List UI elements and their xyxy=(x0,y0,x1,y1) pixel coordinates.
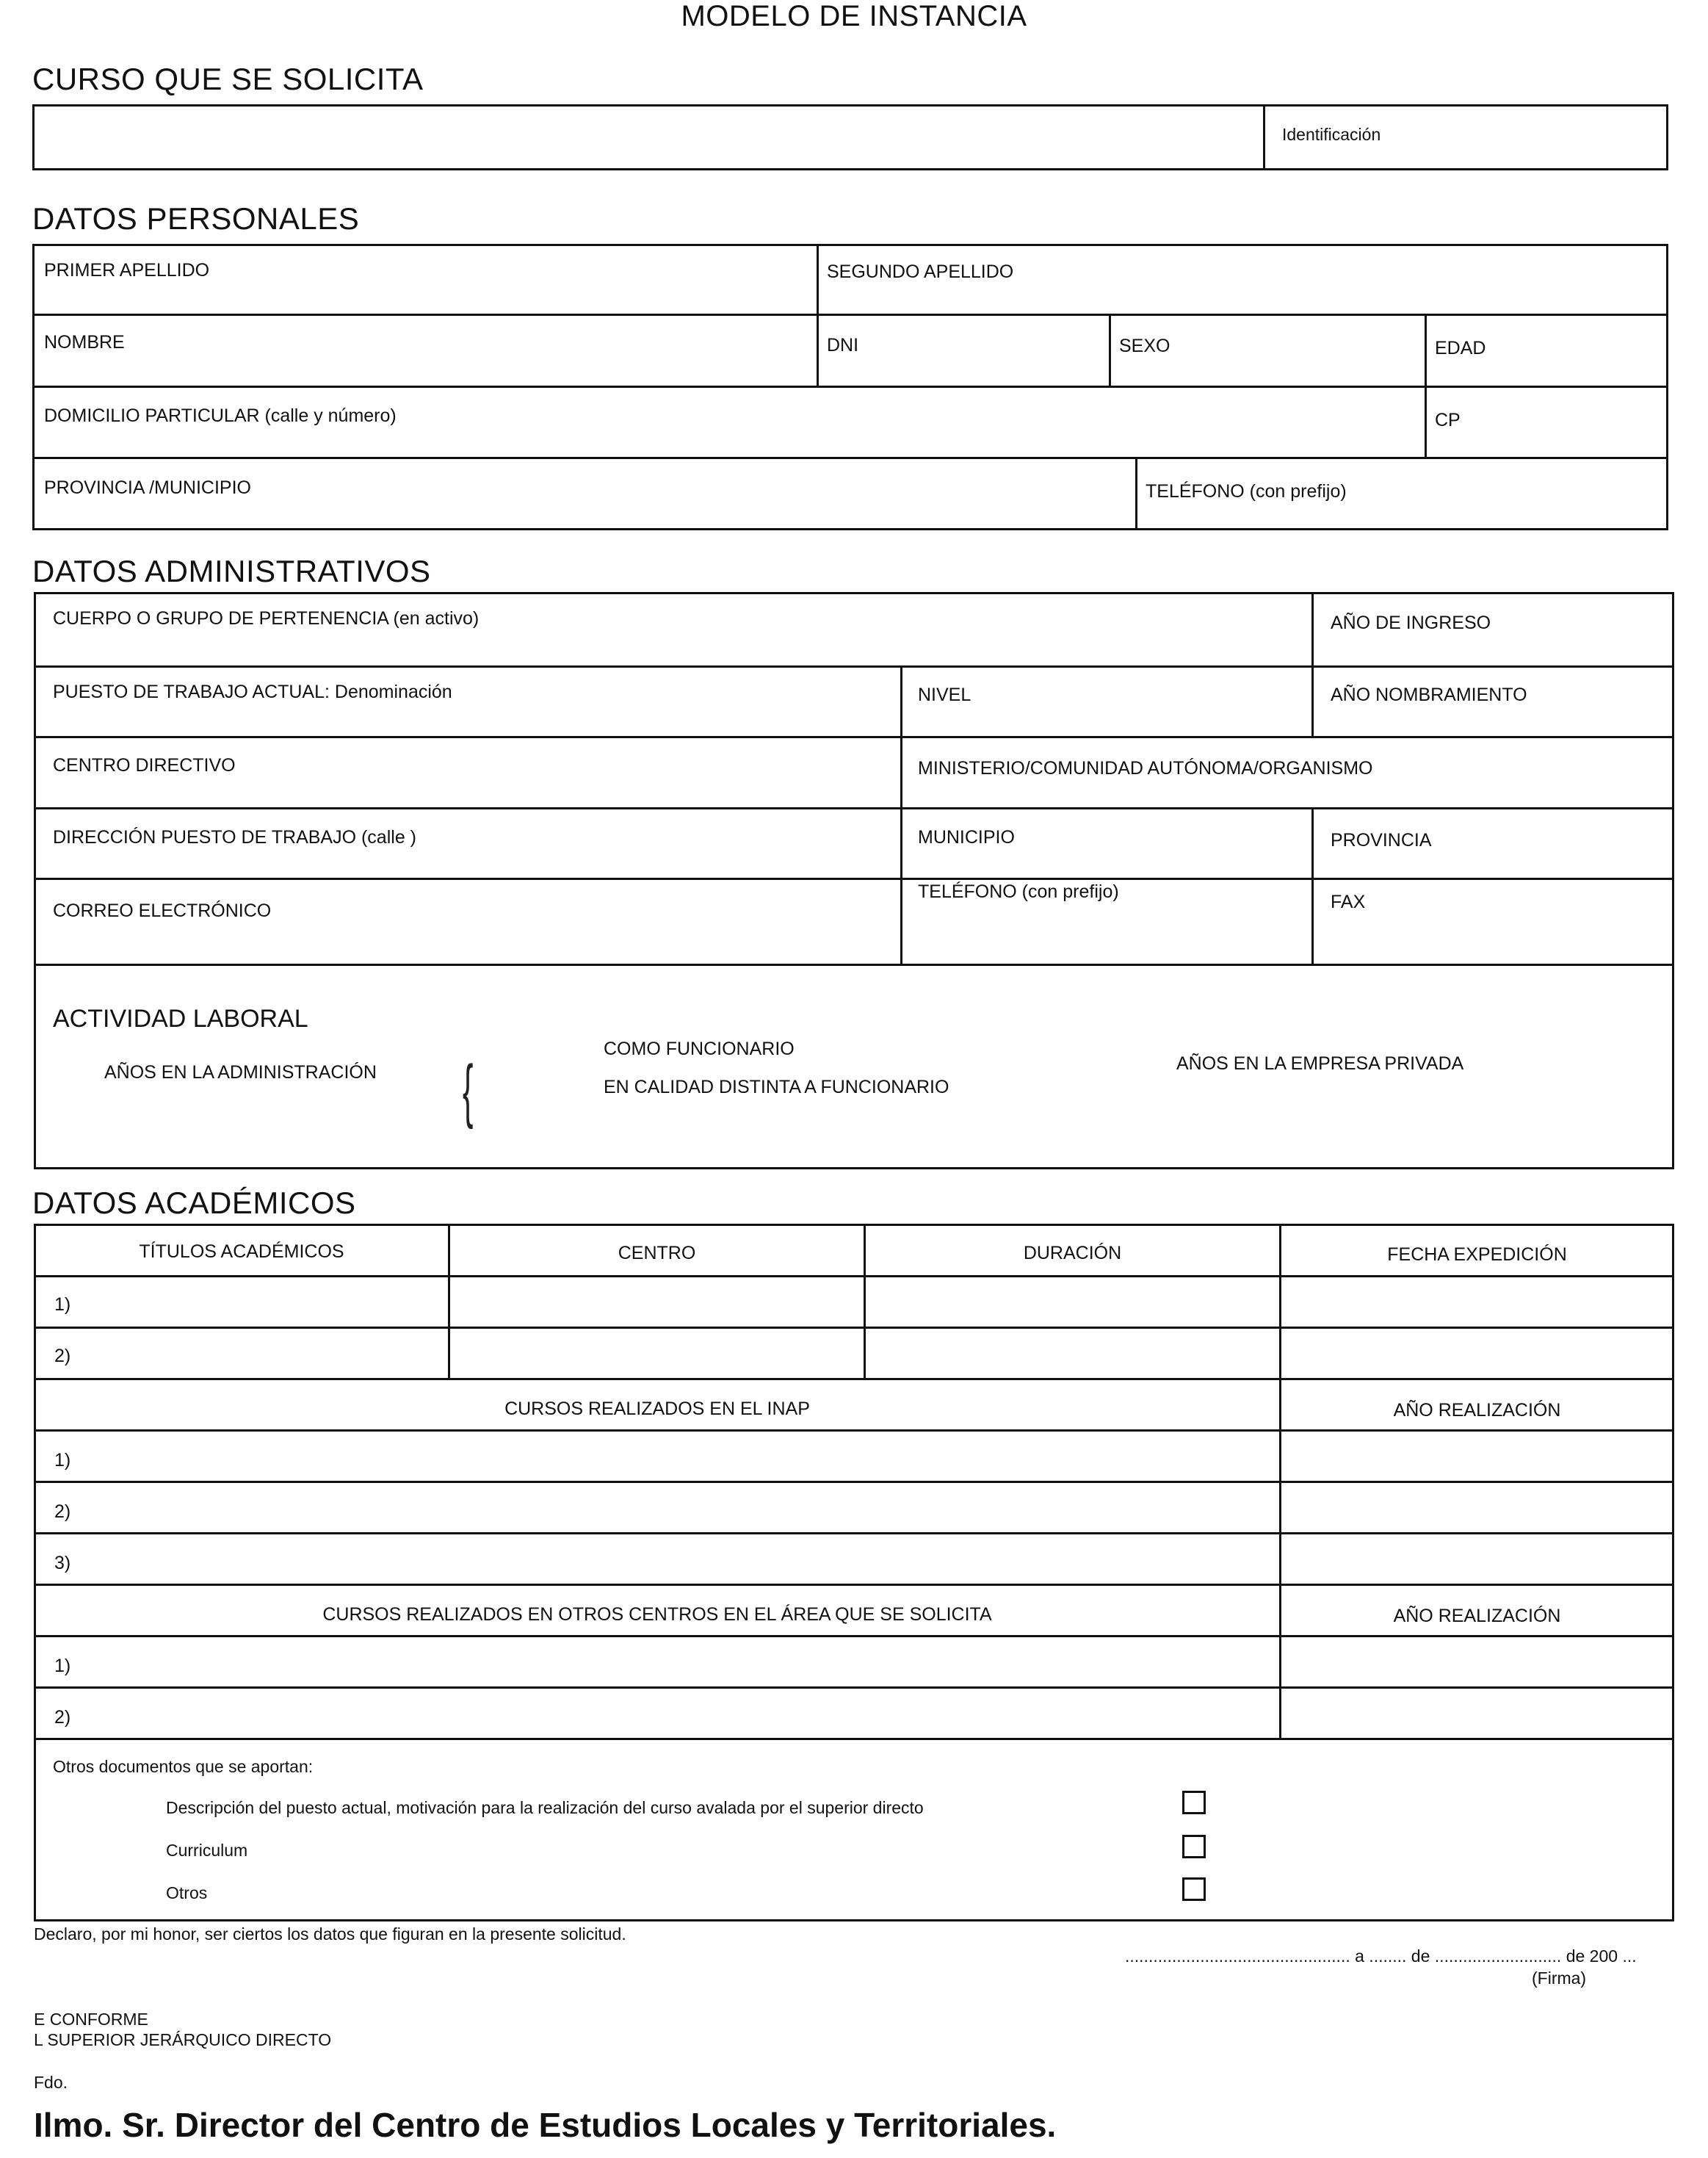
divider xyxy=(34,807,1674,809)
ministerio-label: MINISTERIO/COMUNIDAD AUTÓNOMA/ORGANISMO xyxy=(918,758,1373,779)
divider xyxy=(34,1686,1674,1689)
declaracion-text: Declaro, por mi honor, ser ciertos los datos que figuran en la presente solicitud. xyxy=(34,1924,626,1944)
divider xyxy=(817,244,819,386)
divider xyxy=(1311,592,1314,736)
divider xyxy=(34,878,1674,880)
page-title: MODELO DE INSTANCIA xyxy=(681,0,1027,32)
empresa-privada-label: AÑOS EN LA EMPRESA PRIVADA xyxy=(1176,1053,1464,1074)
telefono-personal-label: TELÉFONO (con prefijo) xyxy=(1146,481,1347,502)
divider xyxy=(32,457,1668,459)
col-centro-header: CENTRO xyxy=(618,1243,696,1263)
centro-directivo-label: CENTRO DIRECTIVO xyxy=(53,755,236,776)
col-duracion-header: DURACIÓN xyxy=(1023,1243,1122,1263)
otros-centros-heading: CURSOS REALIZADOS EN OTROS CENTROS EN EL ÁREA QUE SE SOLICITA xyxy=(322,1604,992,1625)
inap-row-number: 2) xyxy=(54,1501,71,1522)
curso-field[interactable] xyxy=(35,107,1262,167)
divider xyxy=(1425,314,1427,457)
divider xyxy=(34,736,1674,738)
sexo-label: SEXO xyxy=(1119,336,1170,356)
doc-descripcion-label: Descripción del puesto actual, motivación para la realización del curso avalada por el superior directo xyxy=(166,1798,924,1817)
titulos-row-number: 2) xyxy=(54,1346,71,1366)
otros-row-number: 1) xyxy=(54,1656,71,1676)
identificacion-label: Identificación xyxy=(1282,125,1381,144)
nivel-label: NIVEL xyxy=(918,685,971,705)
brace-icon: { xyxy=(463,1051,474,1130)
doc-otros-checkbox[interactable] xyxy=(1182,1877,1206,1901)
municipio-label: MUNICIPIO xyxy=(918,827,1015,848)
domicilio-label: DOMICILIO PARTICULAR (calle y número) xyxy=(44,405,397,426)
conforme-line-2: L SUPERIOR JERÁRQUICO DIRECTO xyxy=(34,2030,332,2049)
inap-anio-header: AÑO REALIZACIÓN xyxy=(1393,1400,1561,1421)
divider xyxy=(900,665,902,964)
anio-ingreso-label: AÑO DE INGRESO xyxy=(1331,613,1491,633)
section-heading-academicos: DATOS ACADÉMICOS xyxy=(32,1186,356,1220)
divider xyxy=(34,665,1674,668)
actividad-laboral-heading: ACTIVIDAD LABORAL xyxy=(53,1005,308,1033)
inap-row-number: 3) xyxy=(54,1553,71,1573)
dni-label: DNI xyxy=(827,335,859,356)
provincia-municipio-label: PROVINCIA /MUNICIPIO xyxy=(44,477,251,498)
divider xyxy=(34,1327,1674,1329)
cuerpo-label: CUERPO O GRUPO DE PERTENENCIA (en activo) xyxy=(53,608,480,629)
calidad-distinta-label: EN CALIDAD DISTINTA A FUNCIONARIO xyxy=(604,1077,949,1097)
divider xyxy=(34,1378,1674,1380)
edad-label: EDAD xyxy=(1435,338,1486,358)
doc-otros-label: Otros xyxy=(166,1883,208,1902)
como-funcionario-label: COMO FUNCIONARIO xyxy=(604,1039,795,1059)
divider xyxy=(1311,807,1314,964)
divider xyxy=(34,1584,1674,1586)
firma-label: (Firma) xyxy=(1532,1968,1587,1988)
divider xyxy=(1263,104,1265,170)
fdo-label: Fdo. xyxy=(34,2073,68,2092)
anios-administracion-label: AÑOS EN LA ADMINISTRACIÓN xyxy=(104,1062,377,1083)
otros-documentos-heading: Otros documentos que se aportan: xyxy=(53,1757,314,1776)
col-titulos-header: TÍTULOS ACADÉMICOS xyxy=(139,1241,344,1262)
divider xyxy=(1135,457,1137,530)
divider xyxy=(34,1635,1674,1637)
cp-label: CP xyxy=(1435,410,1461,430)
divider xyxy=(34,1429,1674,1432)
fax-label: FAX xyxy=(1331,892,1366,912)
primer-apellido-label: PRIMER APELLIDO xyxy=(44,260,210,281)
otros-anio-header: AÑO REALIZACIÓN xyxy=(1393,1606,1561,1626)
anio-nombramiento-label: AÑO NOMBRAMIENTO xyxy=(1331,685,1527,705)
divider xyxy=(34,964,1674,966)
otros-row-number: 2) xyxy=(54,1707,71,1728)
col-fecha-header: FECHA EXPEDICIÓN xyxy=(1387,1244,1567,1265)
titulos-row-number: 1) xyxy=(54,1294,71,1315)
section-heading-curso: CURSO QUE SE SOLICITA xyxy=(32,62,424,96)
divider xyxy=(32,314,1668,316)
section-heading-administrativos: DATOS ADMINISTRATIVOS xyxy=(32,554,431,588)
correo-label: CORREO ELECTRÓNICO xyxy=(53,901,272,921)
addressee: Ilmo. Sr. Director del Centro de Estudios Locales y Territoriales. xyxy=(34,2106,1057,2144)
divider xyxy=(1279,1224,1281,1738)
segundo-apellido-label: SEGUNDO APELLIDO xyxy=(827,261,1014,282)
inap-row-number: 1) xyxy=(54,1450,71,1470)
conforme-line-1: E CONFORME xyxy=(34,2010,148,2029)
inap-heading: CURSOS REALIZADOS EN EL INAP xyxy=(504,1399,810,1419)
divider xyxy=(34,1738,1674,1740)
divider xyxy=(1109,314,1111,386)
puesto-label: PUESTO DE TRABAJO ACTUAL: Denominación xyxy=(53,682,452,702)
section-heading-personales: DATOS PERSONALES xyxy=(32,201,360,236)
divider xyxy=(34,1481,1674,1483)
divider xyxy=(34,1275,1674,1277)
fecha-firma-line: ................................................ a ........ de ........................... de 200 ... xyxy=(1125,1946,1637,1966)
doc-descripcion-checkbox[interactable] xyxy=(1182,1791,1206,1814)
doc-curriculum-label: Curriculum xyxy=(166,1841,248,1860)
divider xyxy=(32,386,1668,388)
provincia-label: PROVINCIA xyxy=(1331,830,1432,851)
nombre-label: NOMBRE xyxy=(44,332,125,353)
direccion-label: DIRECCIÓN PUESTO DE TRABAJO (calle ) xyxy=(53,827,416,848)
telefono-trabajo-label: TELÉFONO (con prefijo) xyxy=(918,881,1119,902)
doc-curriculum-checkbox[interactable] xyxy=(1182,1835,1206,1858)
divider xyxy=(34,1532,1674,1534)
